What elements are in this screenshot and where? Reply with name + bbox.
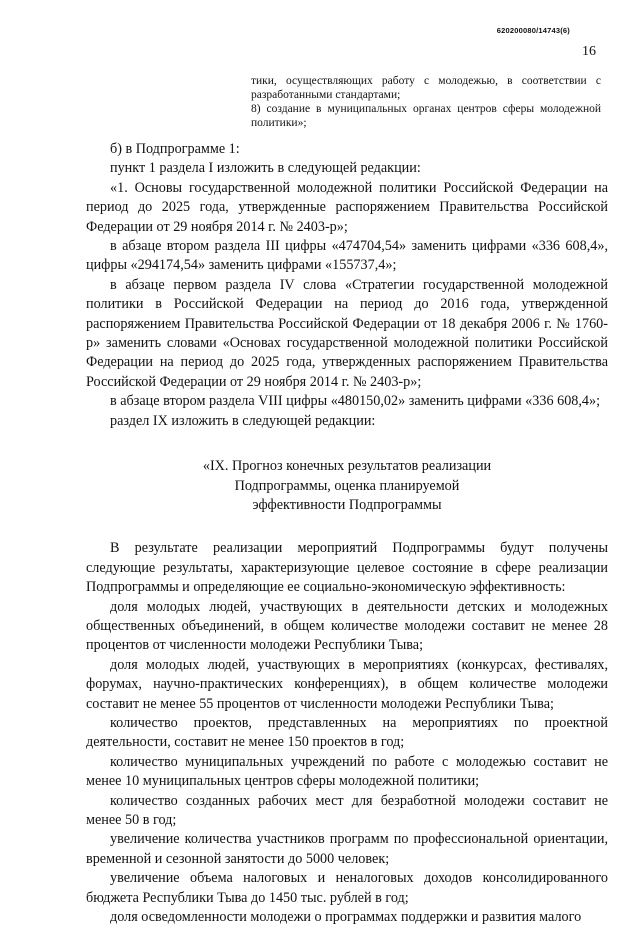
paragraph: в абзаце втором раздела VIII цифры «480150,02» заменить цифрами «336 608,4»; bbox=[110, 393, 601, 410]
result-item: количество муниципальных учреждений по работе с молодежью составит не менее 10 муниципальных центров сферы молодежной политики; bbox=[86, 753, 608, 790]
paragraph: пункт 1 раздела I изложить в следующей редакции: bbox=[110, 160, 421, 177]
paragraph: в абзаце втором раздела III цифры «474704,54» заменить цифрами «336 608,4», цифры «294174,54» заменить цифрами «155737,4»; bbox=[86, 238, 608, 274]
pasted-fragment bbox=[251, 74, 601, 130]
document-body bbox=[86, 140, 608, 927]
heading-line: эффективности Подпрограммы bbox=[252, 496, 442, 513]
heading-line: Подпрограммы, оценка планируемой bbox=[234, 477, 460, 494]
heading-line: «IX. Прогноз конечных результатов реализации bbox=[202, 458, 492, 475]
result-item: доля осведомленности молодежи о программах поддержки и развития малого bbox=[110, 909, 582, 926]
paragraph: раздел IX изложить в следующей редакции: bbox=[110, 412, 376, 429]
paragraph: в абзаце первом раздела IV слова «Стратегии государственной молодежной политики в Российской Федерации на период до 2016 года, утвержденной распоряжением Правительства Российской Федерации от 18 декабря 2006 г. № 1760-р» заменить словами «Основах государственной молодежной политики Российской Федерации на период до 2025 года, утвержденных распоряжением Правительства Российской Федерации от 29 ноября 2014 г. № 2403-р»; bbox=[86, 276, 608, 390]
result-item: доля молодых людей, участвующих в мероприятиях (конкурсах, фестивалях, форумах, научно-практических конференциях), в общем количестве молодежи составит не менее 55 процентов от численности молодежи Республики Тыва; bbox=[86, 656, 608, 712]
paragraph: В результате реализации мероприятий Подпрограммы будут получены следующие результаты, характеризующие целевое состояние в сфере реализации Подпрограммы и определяющие ее социально-экономическую эффективность: bbox=[86, 540, 608, 596]
paragraph: «1. Основы государственной молодежной политики Российской Федерации на период до 2025 года, утвержденные распоряжением Правительства Российской Федерации от 29 ноября 2014 г. № 2403-р»; bbox=[86, 179, 608, 235]
section-heading bbox=[86, 457, 608, 515]
result-item: количество созданных рабочих мест для безработной молодежи составит не менее 50 в год; bbox=[86, 792, 608, 828]
paragraph: б) в Подпрограмме 1: bbox=[110, 141, 240, 157]
page-number: 16 bbox=[582, 44, 596, 59]
fragment-line: 8) создание в муниципальных органах центров сферы молодежной политики»; bbox=[251, 103, 601, 129]
result-item: доля молодых людей, участвующих в деятельности детских и молодежных общественных объединений, в общем количестве молодежи составит не менее 28 процентов от численности молодежи Республики Тыва; bbox=[86, 598, 608, 654]
result-item: количество проектов, представленных на мероприятиях по проектной деятельности, составит не менее 150 проектов в год; bbox=[86, 714, 608, 751]
document-id: 620200080/14743(6) bbox=[496, 26, 570, 35]
fragment-line: тики, осуществляющих работу с молодежью, в соответствии с разработанными стандартами; bbox=[251, 75, 601, 101]
result-item: увеличение количества участников программ по профессиональной ориентации, временной и сезонной занятости до 5000 человек; bbox=[86, 831, 608, 867]
result-item: увеличение объема налоговых и неналоговых доходов консолидированного бюджета Республики Тыва до 1450 тыс. рублей в год; bbox=[86, 870, 608, 906]
